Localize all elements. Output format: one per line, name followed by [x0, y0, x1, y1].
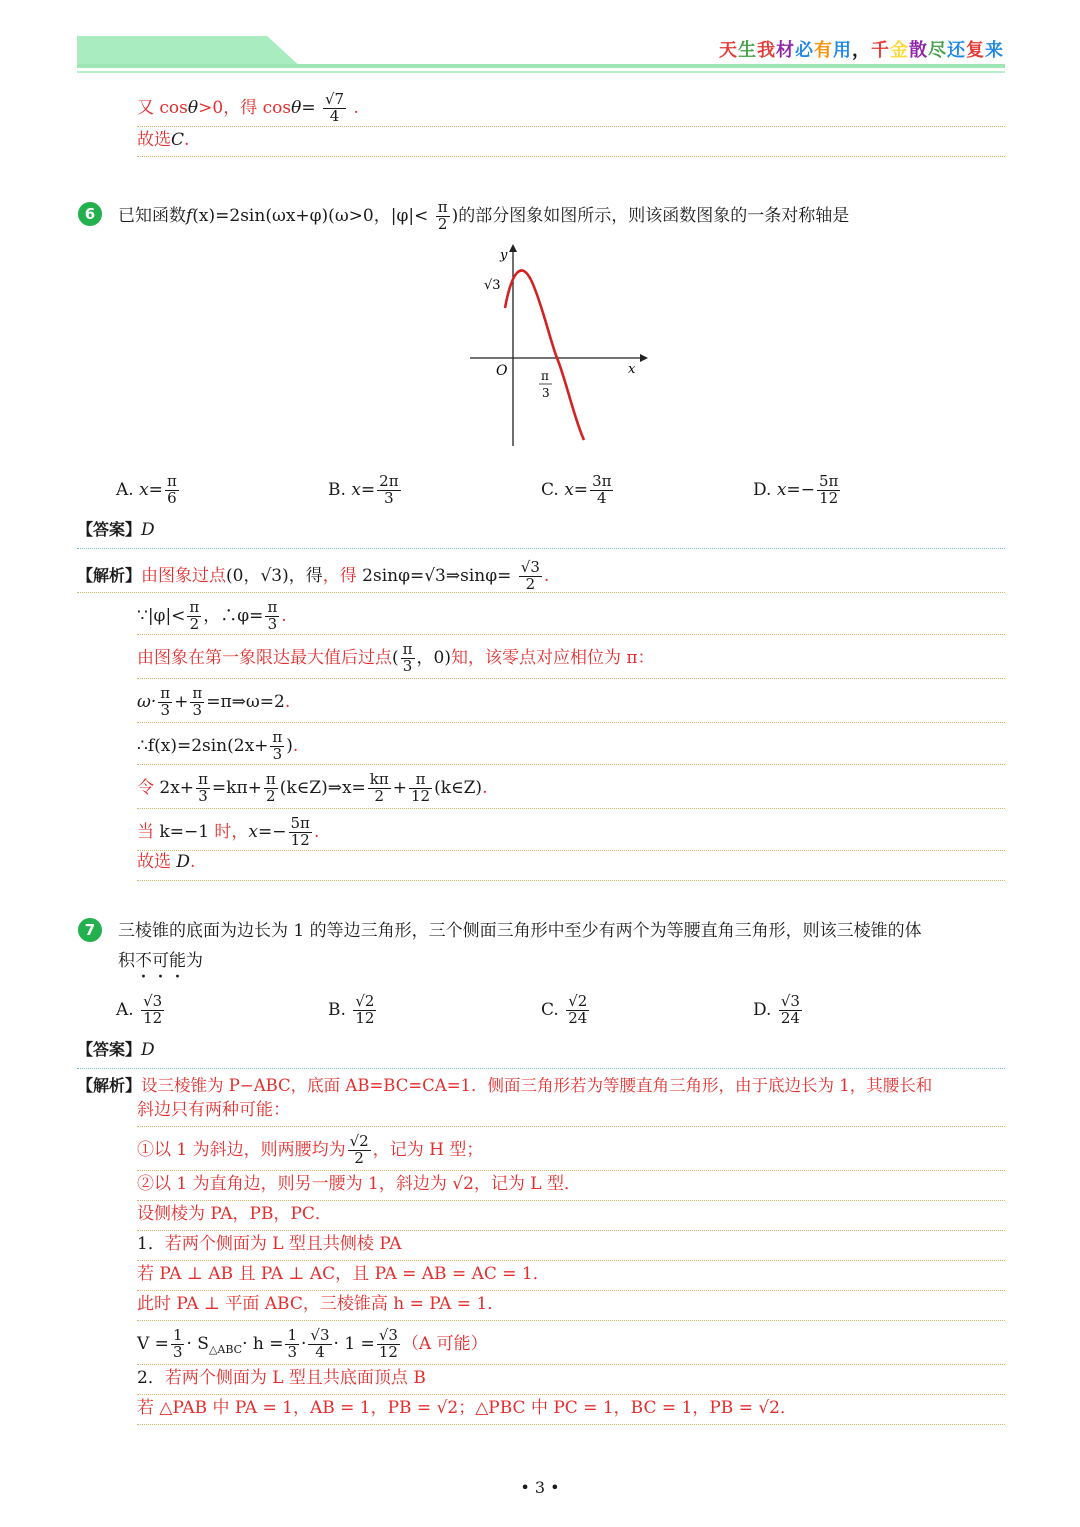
choice-c[interactable]: C. x= $\frac{3\pi}{4}$	[541, 472, 612, 507]
fraction: $\frac{√7}{4}$	[325, 90, 345, 125]
answer-value: D	[141, 520, 155, 540]
q6-analysis-1: 【解析】由图象过点(0，√3)，得，得 2sinφ=√3⇒sinφ= $\frac{√3}{2}$ .	[77, 552, 1005, 593]
q6-analysis-3: 由图象在第一象限达最大值后过点( $\frac{\pi}{3}$ ，0)知，该零点对应相位为 π：	[137, 636, 1005, 679]
q7-analysis-4: ②以 1 为直角边，则另一腰为 1，斜边为 √2，记为 L 型．	[137, 1172, 1005, 1201]
motto-char: 生	[738, 40, 757, 61]
y-axis-arrow	[509, 244, 517, 252]
choice-d[interactable]: D. $\frac{√3}{24}$	[753, 992, 800, 1027]
q7-analysis-11: 若 △PAB 中 PA = 1，AB = 1，PB = √2；△PBC 中 PC = 1，BC = 1，PB = √2．	[137, 1396, 1005, 1425]
choice-d[interactable]: D. x=− $\frac{5\pi}{12}$	[753, 472, 839, 507]
motto-char: 我	[757, 40, 776, 61]
motto-char: 尽	[928, 40, 947, 61]
x-tick-numerator: π	[541, 369, 549, 383]
q7-analysis-8: 此时 PA ⊥ 平面 ABC，三棱锥高 h = PA = 1．	[137, 1292, 1005, 1321]
motto-char: 复	[966, 40, 985, 61]
motto-char: 必	[795, 40, 814, 61]
answer-label: 【答案】	[77, 520, 142, 539]
q7-analysis-7: 若 PA ⊥ AB 且 PA ⊥ AC，且 PA = AB = AC = 1．	[137, 1262, 1005, 1291]
answer-label: 【答案】	[77, 1040, 142, 1059]
q6-analysis-5: ∴f(x)=2sin(2x+ $\frac{\pi}{3}$ ).	[137, 724, 1005, 765]
q6-analysis-6: 令 2x+ $\frac{\pi}{3}$ =kπ+ $\frac{\pi}{2}$ (k∈Z)⇒x= $\frac{k\pi}{2}$ + $\frac{\pi}{12}$ (k∈Z).	[137, 766, 1005, 809]
motto-char: ，	[852, 40, 871, 61]
x-tick-denominator: 3	[542, 386, 550, 400]
q7-analysis-10: 2．若两个侧面为 L 型且共底面顶点 B	[137, 1366, 1005, 1395]
q6-analysis-7: 当 k=−1 时，x=− $\frac{5\pi}{12}$ .	[137, 810, 1005, 851]
answer-value: D	[141, 1040, 155, 1060]
motto-char: 用	[833, 40, 852, 61]
header-motto	[719, 36, 1004, 62]
q7-analysis-5: 设侧棱为 PA，PB，PC．	[137, 1202, 1005, 1231]
x-axis-arrow	[640, 354, 648, 362]
analysis-label: 【解析】	[77, 1076, 142, 1095]
analysis-label: 【解析】	[77, 565, 142, 585]
fraction: $\frac{\pi}{2}$	[437, 198, 448, 233]
sine-curve	[505, 270, 584, 440]
prev-text: >0，得 cos	[198, 97, 292, 118]
header-rule	[77, 64, 1005, 68]
q6-answer-row	[77, 518, 1005, 549]
q6-analysis-4: ω· $\frac{\pi}{3}$ + $\frac{\pi}{3}$ =π⇒ω=2.	[137, 680, 1005, 723]
prev-var: θ	[291, 97, 302, 118]
prev-var: θ	[187, 97, 199, 118]
prev-var: C	[171, 130, 185, 150]
motto-char: 散	[909, 40, 928, 61]
function-graph	[460, 240, 650, 452]
prev-line-1	[137, 86, 1005, 127]
q7-analysis-1: 【解析】设三棱锥为 P−ABC，底面 AB=BC=CA=1．侧面三角形若为等腰直角三角形，由于底边长为 1，其腰长和	[77, 1076, 933, 1095]
y-tick-label: √3	[484, 278, 501, 293]
q7-analysis-6: 1．若两个侧面为 L 型且共侧棱 PA	[137, 1232, 1005, 1261]
q7-analysis-2: 斜边只有两种可能：	[137, 1098, 1005, 1127]
prev-line-2	[137, 128, 1005, 157]
q6-stem: 已知函数f(x)=2sin(ωx+φ)(ω>0，|φ|< $\frac{\pi}{2}$ )的部分图象如图所示，则该函数图象的一条对称轴是	[118, 198, 850, 233]
question-number-badge: 6	[78, 202, 102, 226]
choice-b[interactable]: B. $\frac{√2}{12}$	[328, 992, 375, 1027]
q7-analysis-9: V = $\frac{1}{3}$ · $S_{\triangle ABC}\cdot h$ = $\frac{1}{3}$ · $\frac{√3}{4}$ · 1 = $\frac{√3}{12}$ （A 可能）	[137, 1322, 1005, 1365]
q7-stem-line-2: 积不可能为	[118, 951, 203, 971]
header-rule-thin	[77, 71, 1005, 73]
motto-char: 材	[776, 40, 795, 61]
q7-stem-line-1: 三棱锥的底面为边长为 1 的等边三角形，三个侧面三角形中至少有两个为等腰直角三角形，则该三棱锥的体	[118, 921, 922, 941]
q6-analysis-8: 故选 D.	[137, 852, 1005, 881]
prev-text: 故选	[137, 130, 171, 150]
prev-text: .	[353, 97, 359, 118]
motto-char: 千	[871, 40, 890, 61]
prev-text: .	[184, 130, 190, 150]
question-number-badge: 7	[78, 918, 102, 942]
motto-char: 天	[719, 40, 738, 61]
y-axis-label: y	[500, 248, 508, 263]
motto-char: 还	[947, 40, 966, 61]
q7-analysis-3: ①以 1 为斜边，则两腰均为 $\frac{√2}{2}$ ，记为 H 型；	[137, 1128, 1005, 1171]
prev-text: =	[301, 97, 316, 118]
x-axis-label: x	[628, 362, 636, 377]
origin-label: O	[496, 363, 508, 379]
choice-b[interactable]: B. x= $\frac{2\pi}{3}$	[328, 472, 399, 507]
q7-answer-row	[77, 1040, 1005, 1069]
motto-char: 来	[985, 40, 1004, 61]
choice-a[interactable]: A. x= $\frac{\pi}{6}$	[116, 472, 177, 507]
choice-c[interactable]: C. $\frac{√2}{24}$	[541, 992, 588, 1027]
page-number: • 3 •	[520, 1478, 560, 1497]
motto-char: 金	[890, 40, 909, 61]
q6-analysis-2: ∵|φ|< $\frac{\pi}{2}$ ，∴φ= $\frac{\pi}{3}$ .	[137, 594, 1005, 635]
prev-text: 又 cos	[137, 97, 188, 118]
choice-a[interactable]: A. $\frac{√3}{12}$	[116, 992, 163, 1027]
motto-char: 有	[814, 40, 833, 61]
